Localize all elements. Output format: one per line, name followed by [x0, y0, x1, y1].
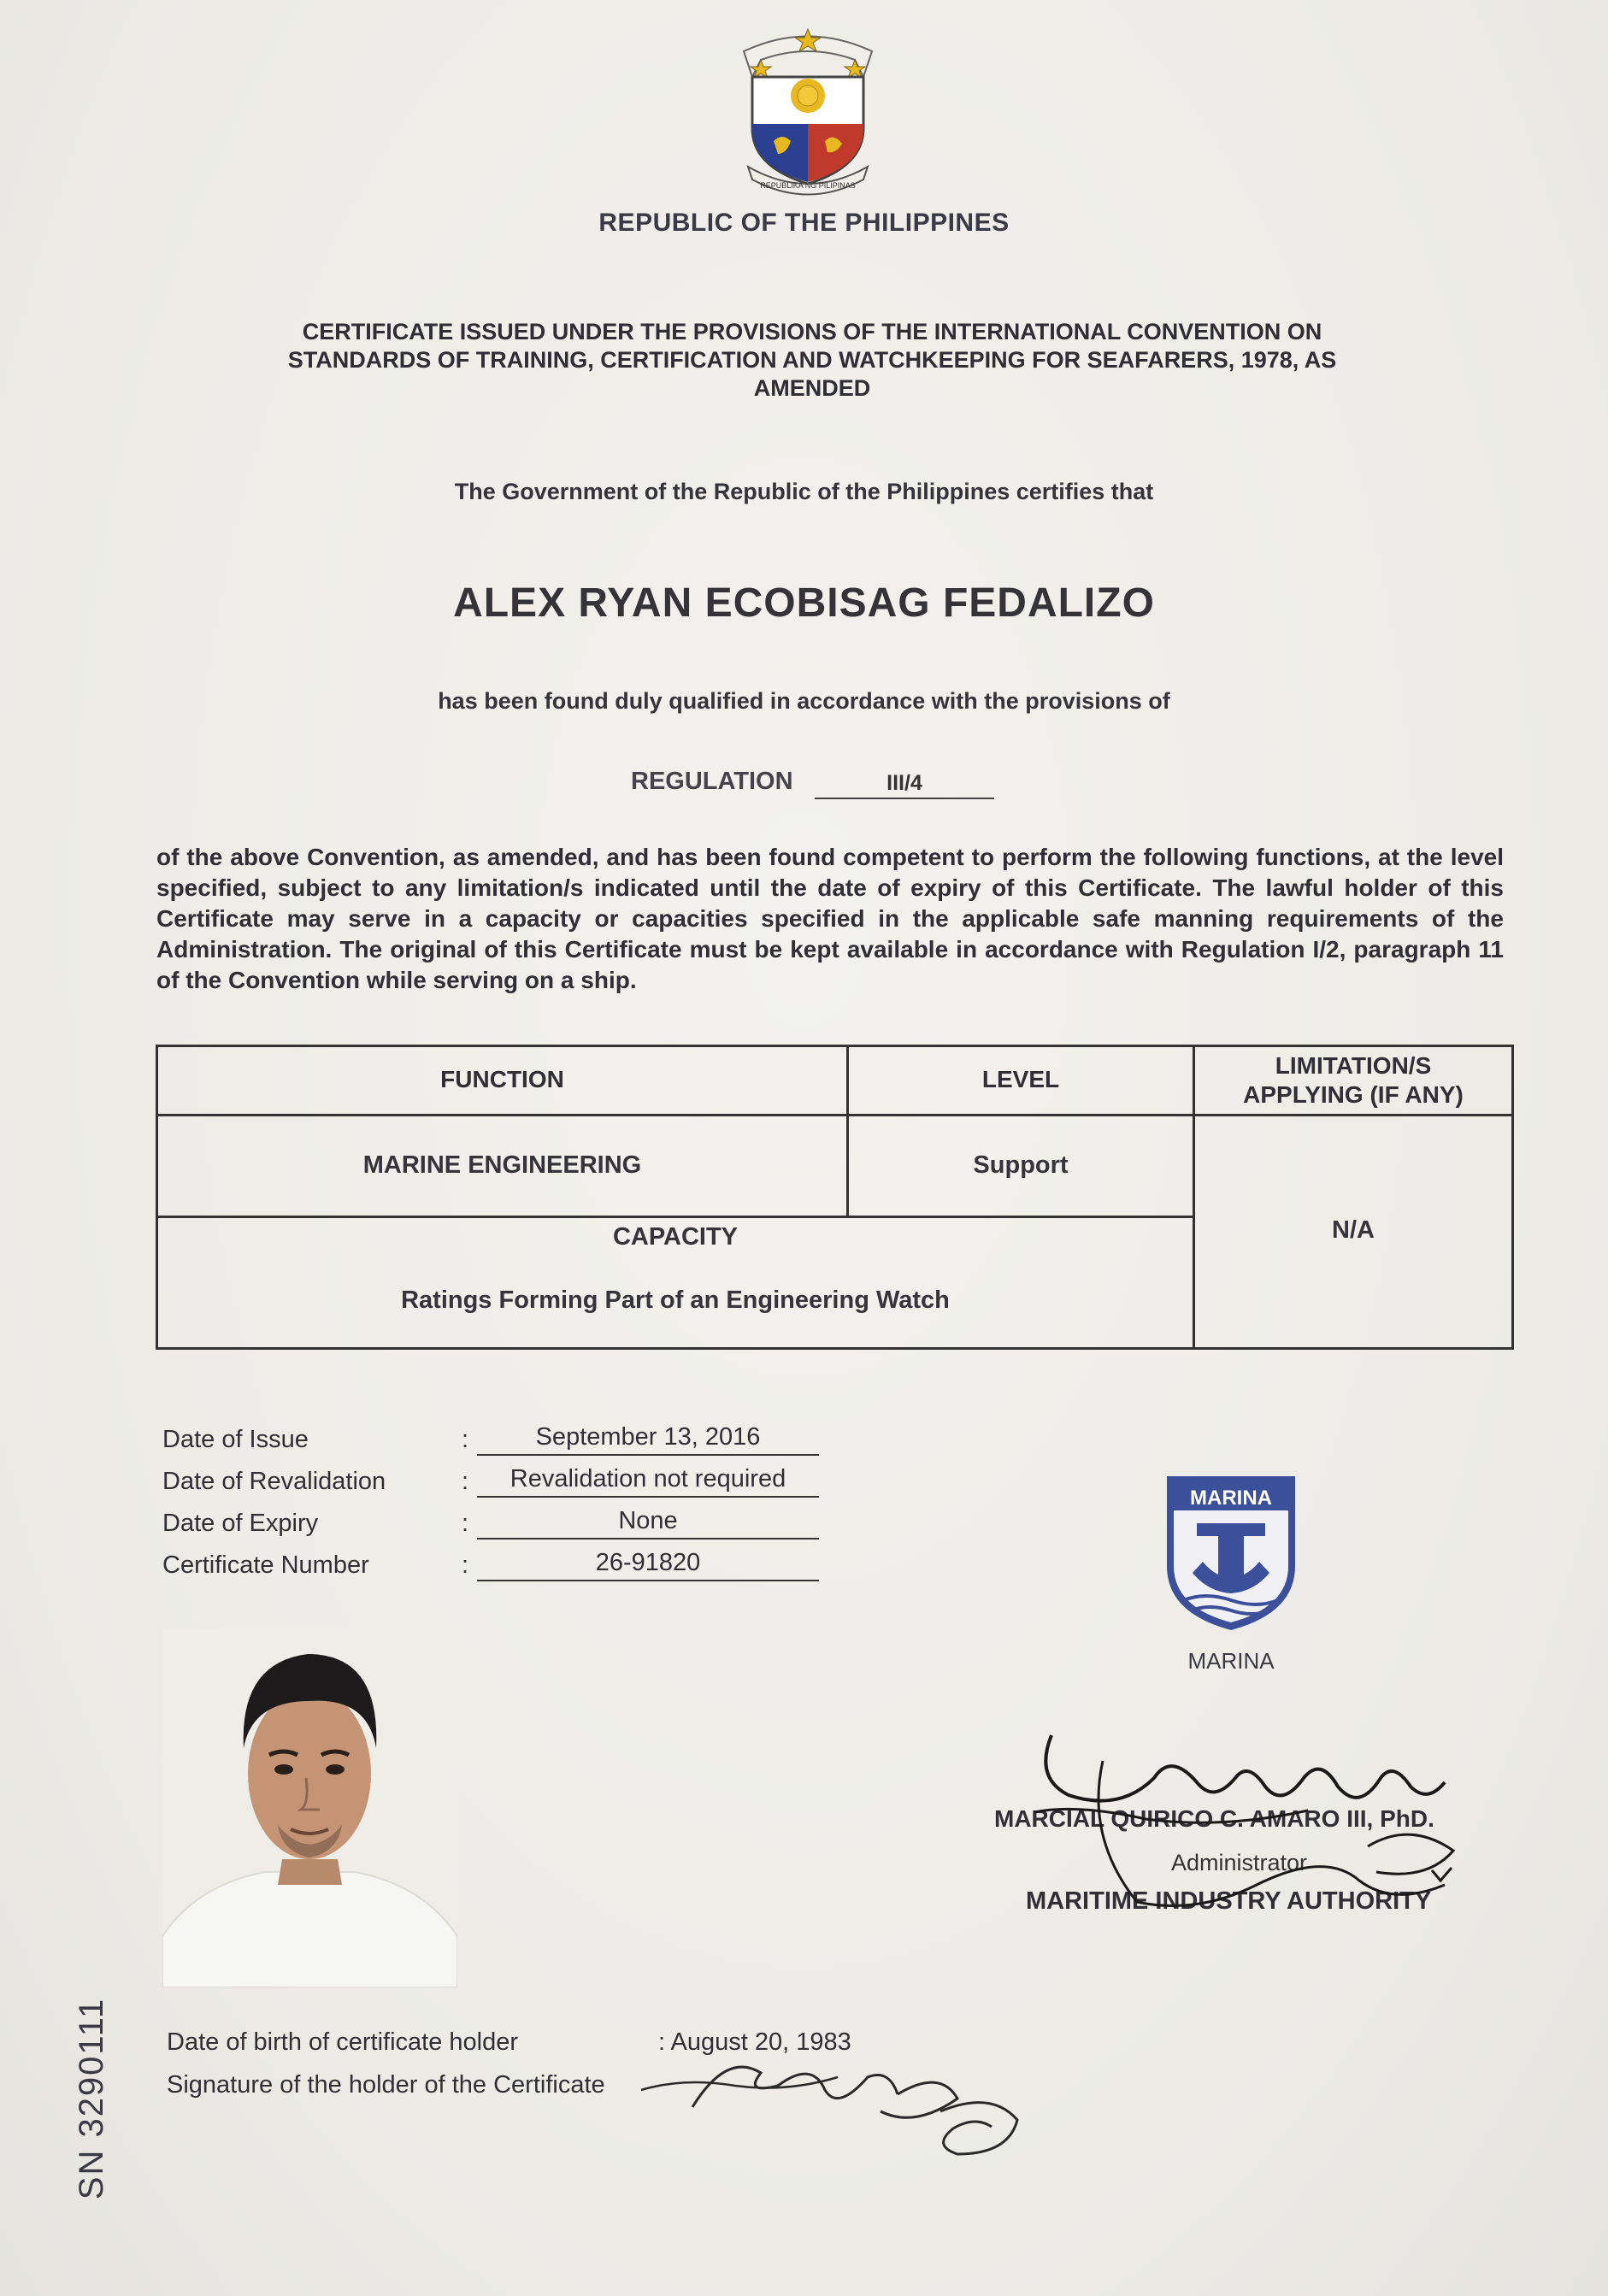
date-of-expiry-value: None [477, 1507, 819, 1539]
date-of-birth-value: : August 20, 1983 [658, 2028, 851, 2056]
limitations-header-line2: APPLYING (IF ANY) [1243, 1081, 1464, 1108]
limitations-value: N/A [1332, 1216, 1375, 1244]
philippine-coat-of-arms-seal [727, 26, 889, 197]
holder-signature-label: Signature of the holder of the Certificate [167, 2071, 605, 2099]
level-value: Support [973, 1151, 1069, 1179]
certifies-line: The Government of the Republic of the Philippines certifies that [454, 479, 1154, 504]
date-of-expiry-label: Date of Expiry [162, 1510, 319, 1537]
date-of-expiry-colon: : [462, 1510, 469, 1537]
capacity-label: CAPACITY [612, 1223, 739, 1251]
marina-logo-text: MARINA [1190, 1487, 1272, 1510]
holder-name: ALEX RYAN ECOBISAG FEDALIZO [453, 580, 1155, 626]
date-of-issue-value: September 13, 2016 [477, 1423, 819, 1456]
convention-paragraph: of the above Convention, as amended, and has been found competent to perform the following functions, at the level specified, subject to any limitation/s indicated until the date of expiry of this Certificate. The lawful holder of this Certificate may serve in a capacity or capacities specified in the applicable safe manning requirements of the Administration. The original of this Certificate must be kept available in accordance with Regulation I/2, paragraph 11 of the Convention while serving on a ship. [156, 844, 1504, 993]
functions-table [156, 1045, 1514, 1350]
administrator-signature [1000, 1701, 1530, 1923]
certificate-number-value: 26-91820 [477, 1549, 819, 1581]
marina-caption: MARINA [1187, 1648, 1275, 1674]
seal-ribbon-text: REPUBLIKA NG PILIPINAS [760, 181, 856, 190]
date-of-issue-colon: : [462, 1426, 469, 1453]
issuing-authority: MARITIME INDUSTRY AUTHORITY [1026, 1887, 1432, 1915]
regulation-value: III/4 [815, 771, 994, 799]
certificate-number-label: Certificate Number [162, 1551, 369, 1579]
date-of-revalidation-colon: : [462, 1468, 469, 1495]
certificate-number-colon: : [462, 1551, 469, 1579]
holder-signature [633, 2026, 1043, 2171]
serial-number: SN 3290111 [73, 1997, 110, 2200]
date-of-issue-label: Date of Issue [162, 1426, 309, 1453]
function-header: FUNCTION [440, 1066, 564, 1092]
level-header: LEVEL [981, 1066, 1060, 1092]
issuance-statement: CERTIFICATE ISSUED UNDER THE PROVISIONS OF THE INTERNATIONAL CONVENTION ON STANDARDS OF TRAINING, CERTIFICATION AND WATCHKEEPING FOR SEAFARERS, 1978, AS AMENDED [287, 319, 1337, 401]
republic-title: REPUBLIC OF THE PHILIPPINES [598, 209, 1010, 237]
date-of-birth-label: Date of birth of certificate holder [167, 2028, 519, 2056]
capacity-value: Ratings Forming Part of an Engineering Watch [401, 1286, 950, 1314]
administrator-name: MARCIAL QUIRICO C. AMARO III, PhD. [994, 1805, 1434, 1832]
limitations-header-line1: LIMITATION/S [1275, 1052, 1432, 1079]
regulation-label: REGULATION [631, 768, 793, 795]
function-value: MARINE ENGINEERING [362, 1151, 642, 1179]
administrator-title: Administrator [1171, 1850, 1308, 1875]
date-of-revalidation-value: Revalidation not required [477, 1465, 819, 1498]
marina-logo [1158, 1472, 1304, 1634]
date-of-revalidation-label: Date of Revalidation [162, 1468, 386, 1495]
holder-photo [162, 1628, 457, 1987]
qualified-line: has been found duly qualified in accordance with the provisions of [438, 688, 1170, 714]
